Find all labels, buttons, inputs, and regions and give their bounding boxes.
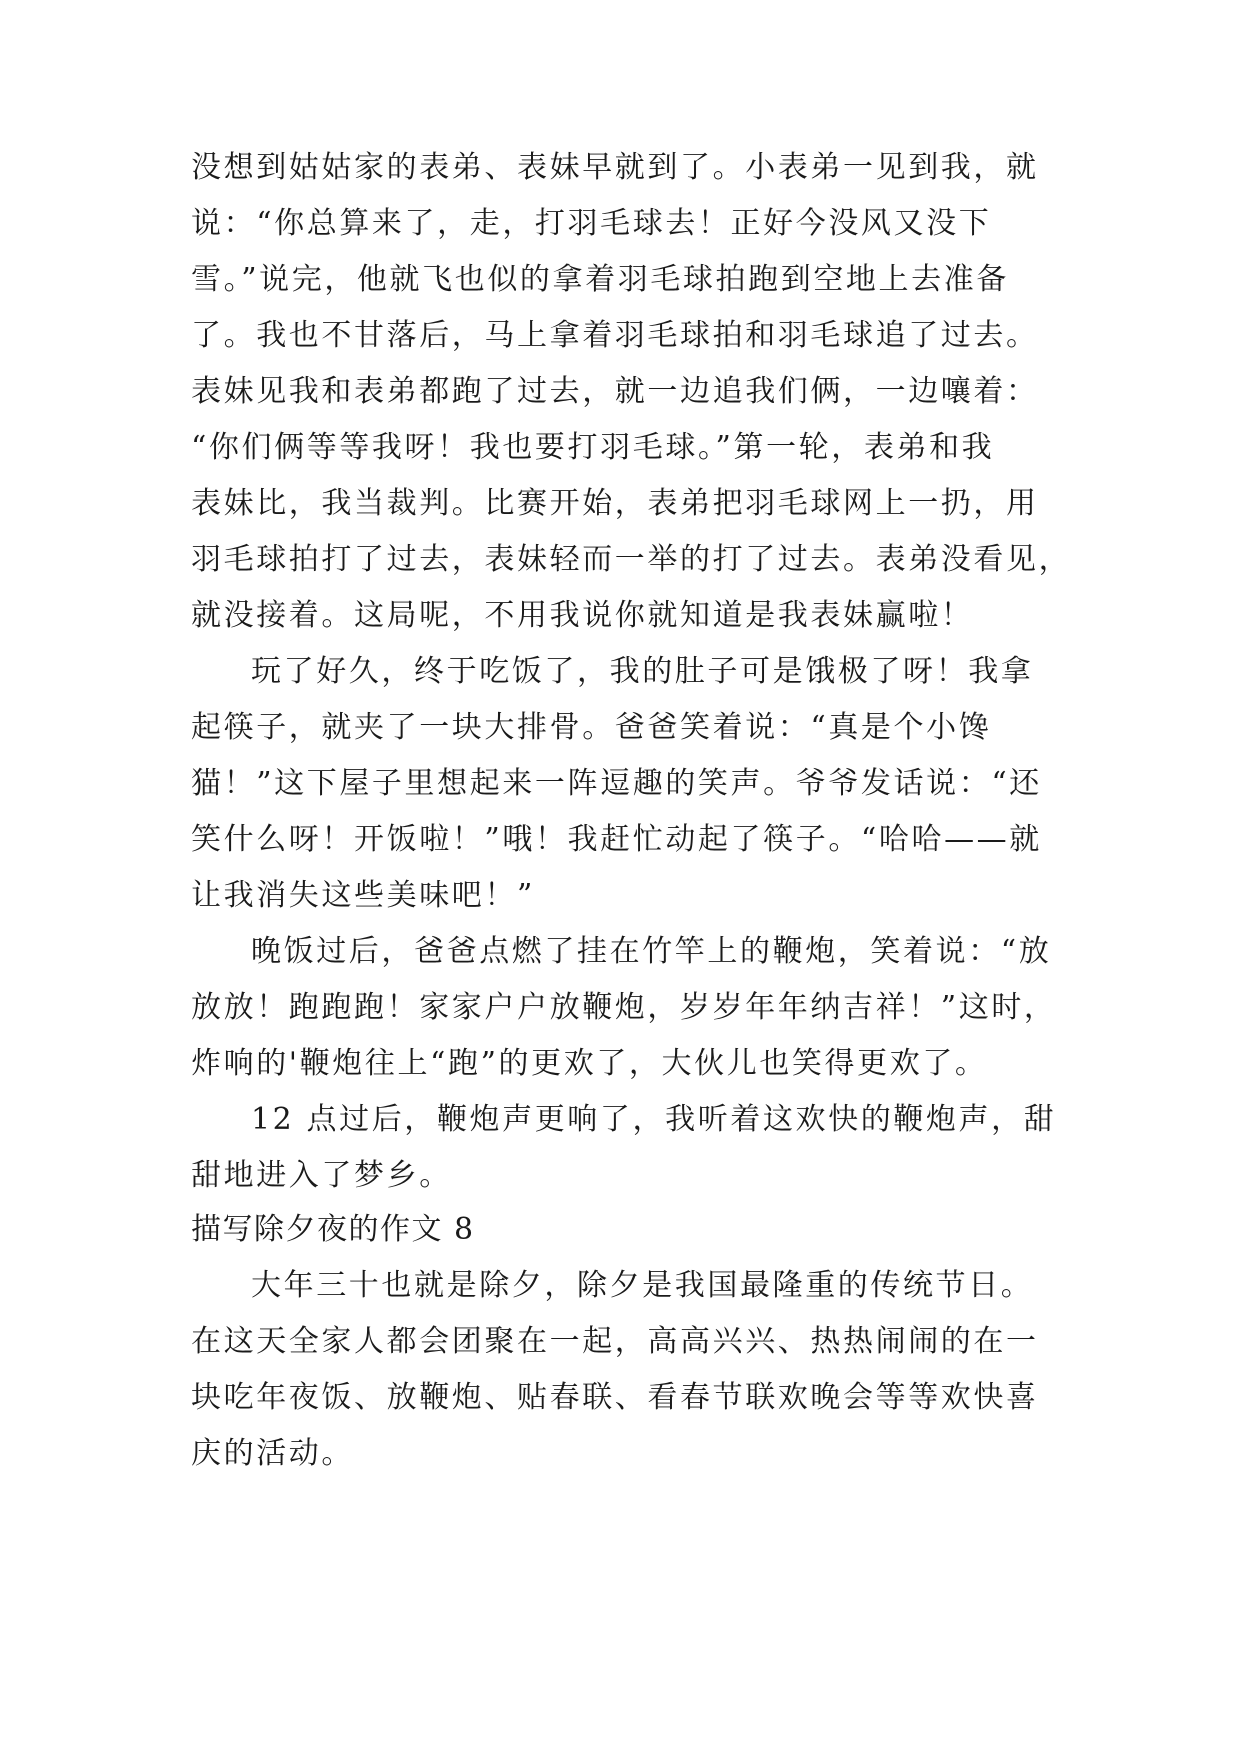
- text-line: 就没接着。这局呢，不用我说你就知道是我表妹赢啦！: [191, 598, 974, 633]
- text-line: 表妹见我和表弟都跑了过去，就一边追我们俩，一边嚷着：: [191, 374, 1039, 409]
- text-line: 了。我也不甘落后，马上拿着羽毛球拍和羽毛球追了过去。: [191, 318, 1039, 353]
- text-line: 起筷子，就夹了一块大排骨。爸爸笑着说：“真是个小馋: [191, 710, 992, 745]
- text-line: 猫！”这下屋子里想起来一阵逗趣的笑声。爷爷发话说：“还: [191, 766, 1042, 801]
- section-title: 描写除夕夜的作文 8: [191, 1212, 475, 1247]
- text-line: 炸响的'鞭炮往上“跑”的更欢了，大伙儿也笑得更欢了。: [191, 1046, 988, 1081]
- text-line: 放放！跑跑跑！家家户户放鞭炮，岁岁年年纳吉祥！”这时，: [191, 990, 1057, 1025]
- text-line: 晚饭过后，爸爸点燃了挂在竹竿上的鞭炮，笑着说：“放: [251, 934, 1052, 969]
- text-line: 甜地进入了梦乡。: [191, 1158, 452, 1193]
- text-line: 表妹比，我当裁判。比赛开始，表弟把羽毛球网上一扔，用: [191, 486, 1039, 521]
- text-line: 大年三十也就是除夕，除夕是我国最隆重的传统节日。: [251, 1268, 1034, 1303]
- text-line: 笑什么呀！开饭啦！”哦！我赶忙动起了筷子。“哈哈——就: [191, 822, 1042, 857]
- text-line: 让我消失这些美味吧！”: [191, 878, 535, 913]
- text-line: 雪。”说完，他就飞也似的拿着羽毛球拍跑到空地上去准备: [191, 262, 1009, 297]
- text-line: 没想到姑姑家的表弟、表妹早就到了。小表弟一见到我，就: [191, 150, 1039, 185]
- text-line: 说：“你总算来了，走，打羽毛球去！正好今没风又没下: [191, 206, 992, 241]
- text-line: 块吃年夜饭、放鞭炮、贴春联、看春节联欢晚会等等欢快喜: [191, 1380, 1039, 1415]
- text-line: 12 点过后，鞭炮声更响了，我听着这欢快的鞭炮声，甜: [251, 1102, 1057, 1137]
- text-line: 羽毛球拍打了过去，表妹轻而一举的打了过去。表弟没看见，: [191, 542, 1072, 577]
- text-line: 玩了好久，终于吃饭了，我的肚子可是饿极了呀！我拿: [251, 654, 1034, 689]
- text-line: 在这天全家人都会团聚在一起，高高兴兴、热热闹闹的在一: [191, 1324, 1039, 1359]
- text-line: 庆的活动。: [191, 1436, 354, 1471]
- text-line: “你们俩等等我呀！我也要打羽毛球。”第一轮，表弟和我: [191, 430, 995, 465]
